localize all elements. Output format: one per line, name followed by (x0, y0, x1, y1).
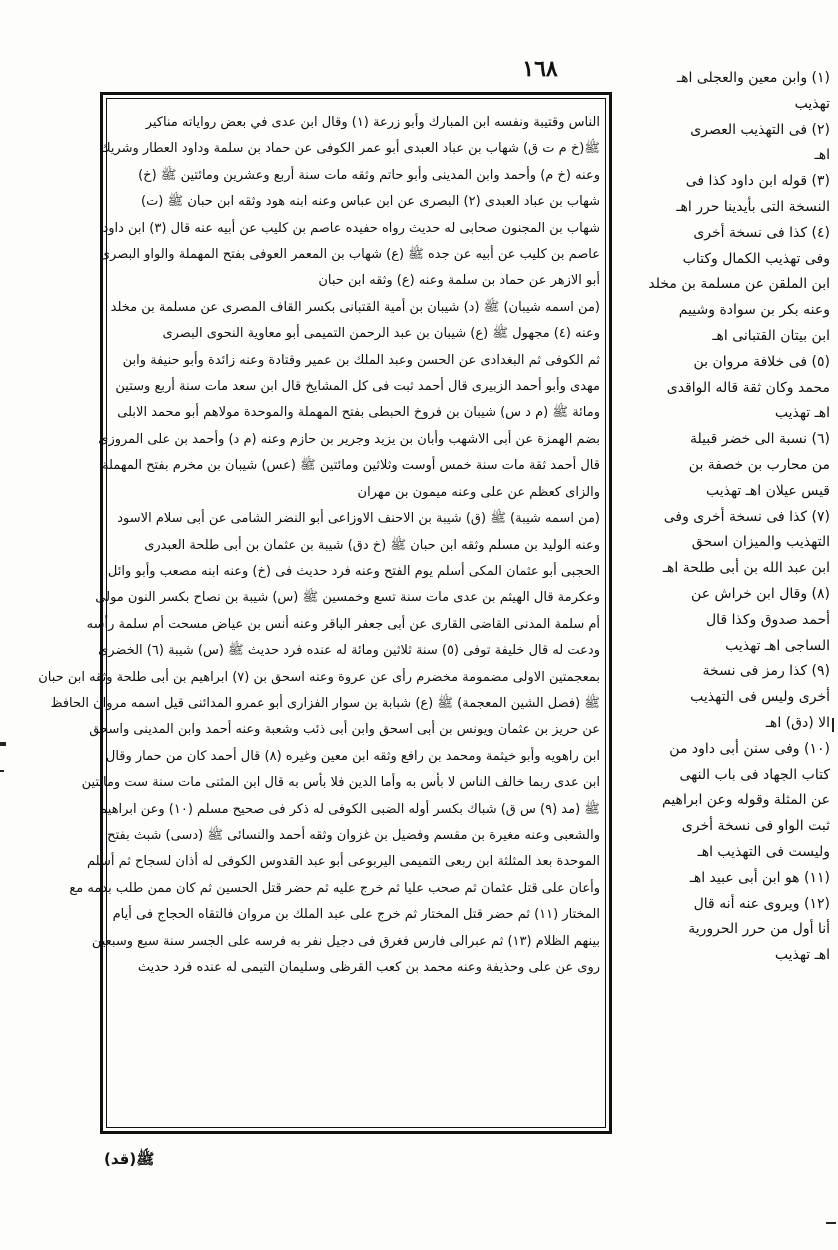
margin-note-line: ابن بيتان القتبانى اهـ (712, 327, 830, 344)
page-number: ١٦٨ (522, 56, 558, 82)
scan-edge-mark (0, 770, 4, 772)
margin-note-line: (١) وابن معين والعجلى اهـ (677, 70, 830, 86)
scan-edge-mark (826, 1222, 836, 1224)
margin-note-line: ثبت الواو فى نسخة أخرى (681, 818, 830, 835)
margin-note-line: أخرى وليس فى التهذيب (690, 689, 830, 706)
margin-note-line: (٥) فى خلافة مروان بن (693, 353, 830, 370)
margin-note-line: أنا أول من حرر الحرورية (688, 921, 830, 938)
margin-note-line: اهـ تهذيب (774, 405, 830, 422)
margin-note-line: وعنه بكر بن سوادة وشييم (678, 302, 830, 319)
margin-note-line: (٧) كذا فى نسخة أخرى وفى (663, 508, 830, 525)
main-text-line: وعنه (خ م) وأحمد وابن المدينى وأبو حاتم وثقه مات سنة أربع وعشرين ومائتين ﷺ (خ) (138, 167, 600, 183)
margin-note-line: عن المثلة وقوله وعن ابراهيم (662, 792, 830, 809)
main-text-line: شهاب بن المجنون صحابى له حديث رواه حفيده عاصم بن كليب عن أبيه عنه قال (٣) ابن داود (102, 220, 600, 236)
margin-note-line: اهـ (814, 147, 830, 164)
main-text-line: ابن عدى ربما خالف الناس لا بأس به وأما الدين فلا بأس به قال ابن المثنى مات سنة ست ومائتين (81, 775, 600, 791)
main-text-line: ﷺ(خ م ت ق) شهاب بن عباد العبدى أبو عمر الكوفى عن حماد بن سلمة وداود العطار وشريك (99, 141, 600, 157)
margin-notes (618, 66, 830, 1156)
margin-note-line: الساجى اهـ تهذيب (725, 637, 830, 654)
main-text-line: بضم الهمزة عن أبى الاشهب وأبان بن يزيد وجرير بن حازم وعنه (م د) وأحمد بن على المروزى (98, 431, 600, 447)
main-text-line: أم سلمة المدنى القاضى القارى عن أبى جعفر الباقر وعنه أنس بن عياض مسحت أم سلمة رأسه (86, 616, 600, 632)
main-text-line: وعكرمة قال الهيثم بن عدى مات سنة تسع وخمسين ﷺ (س) شيبة بن نصاح بكسر النون مولى (95, 590, 600, 606)
margin-note-line: كتاب الجهاد فى باب النهى (679, 766, 830, 783)
main-text-line: (من اسمه شيبة) ﷺ (ق) شيبة بن الاحنف الاوزاعى أبو النضر الشامى عن أبى سلام الاسود (117, 511, 600, 527)
main-text-line: ابن راهويه وأبو خيثمة ومحمد بن رافع وثقه ابن معين وغيره (٨) قال أحمد كان من حمار وقال (105, 748, 600, 764)
main-text-line: قال أحمد ثقة مات سنة خمس أوست وثلاثين ومائتين ﷺ (عس) شيبان بن مخرم بفتح المهملة (102, 458, 600, 474)
main-text-line: بمعجمتين الاولى مضمومة مخضرم رأى عن عروة وعنه اسحق بن (٧) ابراهيم بن أبى طلحة وثقه ابن حبان (38, 669, 600, 685)
main-text-line: الناس وقتيبة ونفسه ابن المبارك وأبو زرعة (١) وقال ابن عدى في بعض رواياته مناكير (145, 115, 600, 130)
margin-note-line: (٦) نسبة الى خضر قبيلة (689, 431, 830, 448)
margin-note-line: (٨) وقال ابن خراش عن (691, 585, 830, 602)
margin-note-line: النسخة التى بأيدينا حرر اهـ (676, 198, 830, 215)
margin-note-line: (٩) كذا رمز فى نسخة (702, 663, 830, 680)
main-text-line: روى عن على وحذيفة وعنه محمد بن كعب القرظى وسليمان التيمى له عنده فرد حديث (137, 960, 600, 975)
main-text-line: الحجبى أبو عثمان المكى أسلم يوم الفتح وعنه فرد حديث فى (خ) وعنه ابنه مصعب وأبو وائل (107, 563, 600, 579)
scan-edge-mark (0, 742, 6, 746)
main-text-line: الموحدة بعد المثلثة ابن ربعى التميمى اليربوعى أبو عبد القدوس الكوفى له أذان لسجاح ثم أسلم (87, 854, 600, 870)
main-text-line: ودعت له قال خليفة توفى (٥) سنة ثلاثين ومائة له عنده فرد حديث ﷺ (س) شيبة (٦) الخضرى (98, 643, 600, 659)
margin-note-line: أحمد صدوق وكذا قال (706, 611, 830, 628)
margin-note-line: وليست فى التهذيب اهـ (697, 843, 830, 860)
main-text-line: ﷺ (مد (٩) س ق) شباك بكسر أوله الضبى الكوفى له ذكر فى صحيح مسلم (١٠) وعن ابراهيم (99, 801, 600, 817)
margin-note-line: من محارب بن خصفة بن (688, 456, 830, 473)
main-text-line: وعنه الوليد بن مسلم وثقه ابن حبان ﷺ (خ دق) شيبة بن عثمان بن أبى طلحة العبدرى (144, 537, 600, 553)
main-text-line: المختار (١١) ثم حضر قتل المختار ثم خرج على عبد الملك بن مروان فالتقاه الحجاج فى أيام (112, 907, 600, 923)
margin-note-line: تهذيب (794, 95, 830, 112)
margin-note-line: (٢) فى التهذيب العصرى (690, 121, 830, 138)
margin-note-line: محمد وكان ثقة قاله الواقدى (666, 379, 830, 396)
main-text-line: ومائة ﷺ (م د س) شيبان بن فروخ الحبطى بفتح المهملة والموحدة مولاهم أبو محمد الابلى (117, 405, 600, 421)
margin-note-line: (٣) قوله ابن داود كذا فى (685, 173, 830, 190)
margin-note-line: (٤) كذا فى نسخة أخرى (693, 224, 830, 241)
main-text-line: والشعبى وعنه مغيرة بن مقسم وفضيل بن غزوان وثقه أحمد والنسائى ﷺ (دسى) شبث بفتح (107, 827, 600, 843)
main-text-line: عن حريز بن عثمان ويونس بن أبى اسحق وابن أبى ذئب وشعبة وعنه أحمد وابن المدينى واسحق (89, 722, 600, 738)
margin-note-line: قيس عيلان اهـ تهذيب (705, 482, 830, 499)
main-text-line: ﷺ (فصل الشين المعجمة) ﷺ (ع) شبابة بن سوار الفزارى أبو عمرو المدائنى قيل اسمه مروان الحافظ (50, 695, 600, 711)
margin-note-line: الا (دق) اهـ (765, 714, 830, 731)
main-text-line: ثم الكوفى ثم البغدادى عن الحسن وعبد الملك بن عمير وقتادة وعنه زائدة وأبو حنيفة وابن (122, 352, 600, 368)
main-text-line: عاصم بن كليب عن أبيه عن جده ﷺ (ع) شهاب بن المعمر العوفى بفتح المهملة والواو البصرى (99, 247, 600, 263)
scan-edge-mark (832, 718, 834, 732)
main-text-line: مهدى وأبو أحمد الزبيرى قال أحمد ثبت فى كل المشايخ قال ابن سعد مات سنة أربع وستين (115, 379, 600, 395)
main-text-line: شهاب بن عباد العبدى (٢) البصرى عن ابن عباس وعنه ابنه هود وثقه ابن حبان ﷺ (ت) (141, 194, 600, 210)
main-text-line: وعنه (٤) مجهول ﷺ (ع) شيبان بن عبد الرحمن التميمى أبو معاوية النحوى البصرى (162, 326, 600, 342)
margin-note-line: وفى تهذيب الكمال وكتاب (682, 250, 830, 267)
margin-note-line: (١٢) ويروى عنه أنه قال (693, 895, 830, 912)
main-text-line: وأعان على قتل عثمان ثم صحب عليا ثم خرج عليه ثم حضر قتل الحسين ثم كان ممن طلب بدمه مع (69, 880, 600, 896)
main-text-block (38, 110, 600, 1125)
main-text-line: أبو الازهر عن حماد بن سلمة وعنه (ع) وثقه ابن حبان (318, 273, 600, 289)
margin-note-line: ابن الملقن عن مسلمة بن مخلد (648, 276, 830, 293)
margin-note-line: ابن عبد الله بن أبى طلحة اهـ (662, 560, 830, 577)
margin-note-line: (١٠) وفى سنن أبى داود من (669, 740, 830, 757)
margin-note-line: التهذيب والميزان اسحق (691, 534, 830, 551)
main-text-line: والزاى كعظم عن على وعنه ميمون بن مهران (357, 484, 600, 500)
main-text-line: بينهم الظلام (١٣) ثم عبرالى فارس فغرق فى دجيل نفر به فرسه على الجسر سنة سبع وسبعين (91, 933, 600, 949)
margin-note-line: اهـ تهذيب (774, 947, 830, 964)
page-signature: ﷺ(قد) (104, 1150, 155, 1168)
margin-note-line: (١١) هو ابن أبى عبيد اهـ (689, 869, 830, 886)
main-text-line: (من اسمه شيبان) ﷺ (د) شيبان بن أمية القتبانى بكسر القاف المصرى عن مسلمة بن مخلد (110, 299, 600, 315)
